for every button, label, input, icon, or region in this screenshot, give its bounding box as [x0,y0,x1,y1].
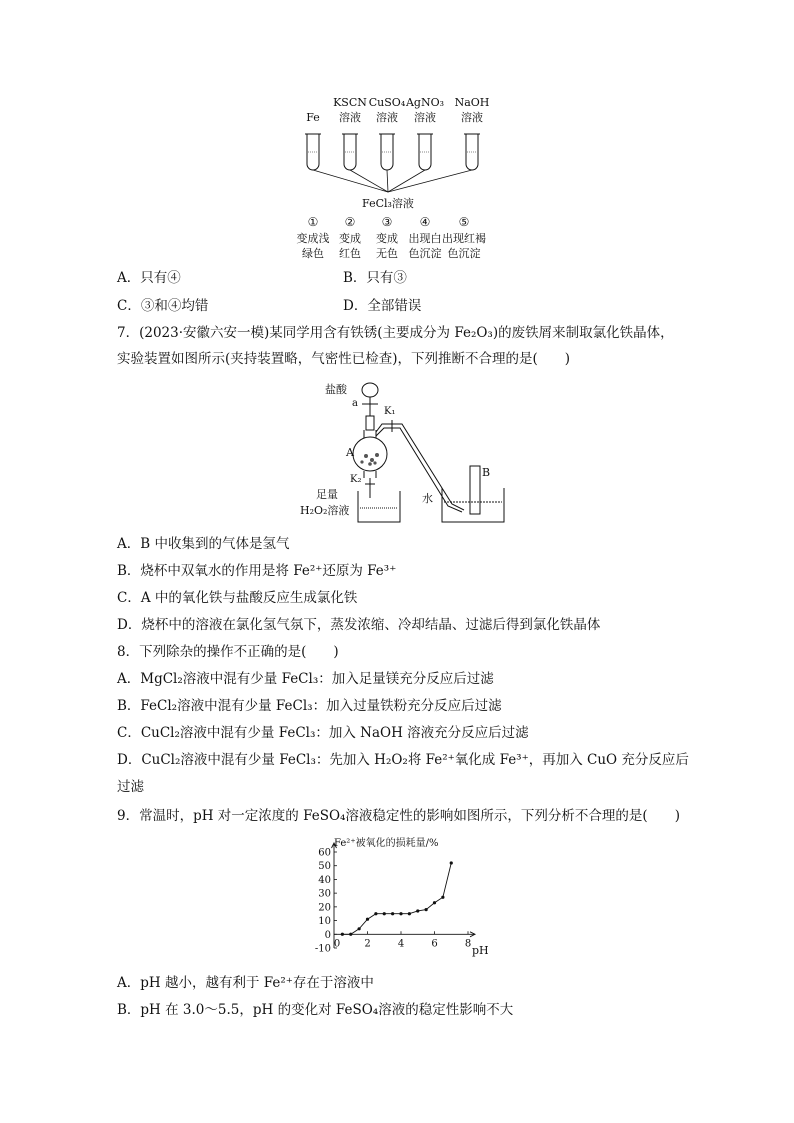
q8-option-b: B．FeCl₂溶液中混有少量 FeCl₃：加入过量铁粉充分反应后过滤 [117,698,502,714]
q6-option-d: D．全部错误 [343,298,422,314]
data-point [416,909,419,912]
x-tick-label: 8 [464,938,472,950]
q8-option-d-cont: 过滤 [117,779,144,795]
result-line1: 变成浅 [296,232,330,245]
x-tick-label: 6 [431,938,438,950]
q8-option-c: C．CuCl₂溶液中混有少量 FeCl₃：加入 NaOH 溶液充分反应后过滤 [117,725,529,741]
data-point [441,896,444,899]
y-tick-label: 30 [318,888,331,900]
q7-stem-line2: 实验装置如图所示(夹持装置略，气密性已检查)，下列推断不合理的是( ) [117,351,571,367]
q9-stem: 9．常温时，pH 对一定浓度的 FeSO₄溶液稳定性的影响如图所示，下列分析不合理的是( ) [117,808,680,824]
chart-ylabel: Fe²⁺被氧化的损耗量/% [334,838,439,849]
data-point [349,933,352,936]
data-point [433,901,436,904]
x-tick-label: 4 [397,938,405,950]
x-tick-label: 0 [333,938,341,950]
x-tick-label: 2 [364,938,371,950]
q7-option-a: A．B 中收集到的气体是氢气 [117,536,290,552]
result-line2: 无色 [376,247,398,260]
label-k2: K₂ [350,474,362,485]
fecl3-label: FeCl₃溶液 [362,197,414,210]
y-tick-label: -10 [314,943,331,955]
reagent-name: KSCN [333,96,367,109]
q8-option-a: A．MgCl₂溶液中混有少量 FeCl₃：加入足量镁充分反应后过滤 [117,671,494,687]
data-point [399,912,402,915]
q6-option-c: C．③和④均错 [117,298,209,314]
q8-option-d: D．CuCl₂溶液中混有少量 FeCl₃：先加入 H₂O₂将 Fe²⁺氧化成 Fe³⁺，再加入 CuO 充分反应后 [117,752,689,768]
y-tick-label: 0 [324,929,331,941]
result-line1: 变成 [376,232,398,245]
label-flask-a: A [346,446,354,459]
q6-option-b: B．只有③ [343,270,407,286]
test-tube [464,134,480,170]
reagent-sub: 溶液 [461,111,483,124]
result-line1: 出现白 [408,232,442,245]
data-point [366,918,369,921]
result-line2: 色沉淀 [447,247,481,260]
test-tube [379,134,395,170]
result-line2: 色沉淀 [408,247,442,260]
label-a: a [352,398,358,409]
label-b: B [482,466,491,479]
result-line1: 变成 [339,232,361,245]
q6-option-a: A．只有④ [117,270,181,286]
q9-option-a: A．pH 越小，越有利于 Fe²⁺存在于溶液中 [117,975,374,991]
tube-number: ① [307,215,319,229]
result-line2: 绿色 [302,247,324,260]
y-tick-label: 20 [318,902,331,914]
q7-option-d: D．烧杯中的溶液在氯化氢气氛下，蒸发浓缩、冷却结晶、过滤后得到氯化铁晶体 [117,617,601,633]
q7-option-b: B．烧杯中双氧水的作用是将 Fe²⁺还原为 Fe³⁺ [117,563,397,579]
data-point [374,912,377,915]
data-point [425,908,428,911]
tube-number: ④ [419,215,431,229]
result-line1: 出现红褐 [442,232,486,245]
test-tube-figure [280,92,520,264]
test-tube [305,134,321,170]
reagent-name: CuSO₄ [368,96,406,109]
label-h2o2-2: H₂O₂溶液 [300,504,350,517]
label-k1: K₁ [384,406,396,417]
data-point [358,927,361,930]
label-water: 水 [422,492,433,505]
label-acid: 盐酸 [325,383,347,396]
data-point [408,912,411,915]
tube-number: ② [344,215,356,229]
test-tube [342,134,358,170]
data-point [391,912,394,915]
result-line2: 红色 [339,247,361,260]
y-tick-label: 50 [318,861,331,873]
reagent-name: AgNO₃ [405,96,445,109]
y-tick-label: 10 [318,916,331,928]
q7-option-c: C．A 中的氧化铁与盐酸反应生成氯化铁 [117,590,358,606]
tube-number: ③ [381,215,393,229]
y-tick-label: 40 [318,874,331,886]
tube-number: ⑤ [458,215,470,229]
chart-xlabel: pH [472,944,489,957]
q8-stem: 8．下列除杂的操作不正确的是( ) [117,644,339,660]
series-line [342,863,451,934]
reagent-sub: 溶液 [376,111,398,124]
label-h2o2-1: 足量 [316,488,338,501]
test-tube [417,134,433,170]
data-point [341,933,344,936]
data-point [383,912,386,915]
q9-option-b: B．pH 在 3.0～5.5，pH 的变化对 FeSO₄溶液的稳定性影响不大 [117,1002,514,1018]
q7-stem-line1: 7．(2023·安徽六安一模)某同学用含有铁锈(主要成分为 Fe₂O₃)的废铁屑来制取氯化铁晶体， [117,325,674,341]
reagent-sub: Fe [306,111,320,124]
apparatus-figure [292,376,507,526]
reagent-name: NaOH [454,96,490,109]
ph-stability-chart [300,832,500,960]
data-point [450,861,453,864]
reagent-sub: 溶液 [339,111,361,124]
y-tick-label: 60 [318,847,331,859]
reagent-sub: 溶液 [414,111,436,124]
